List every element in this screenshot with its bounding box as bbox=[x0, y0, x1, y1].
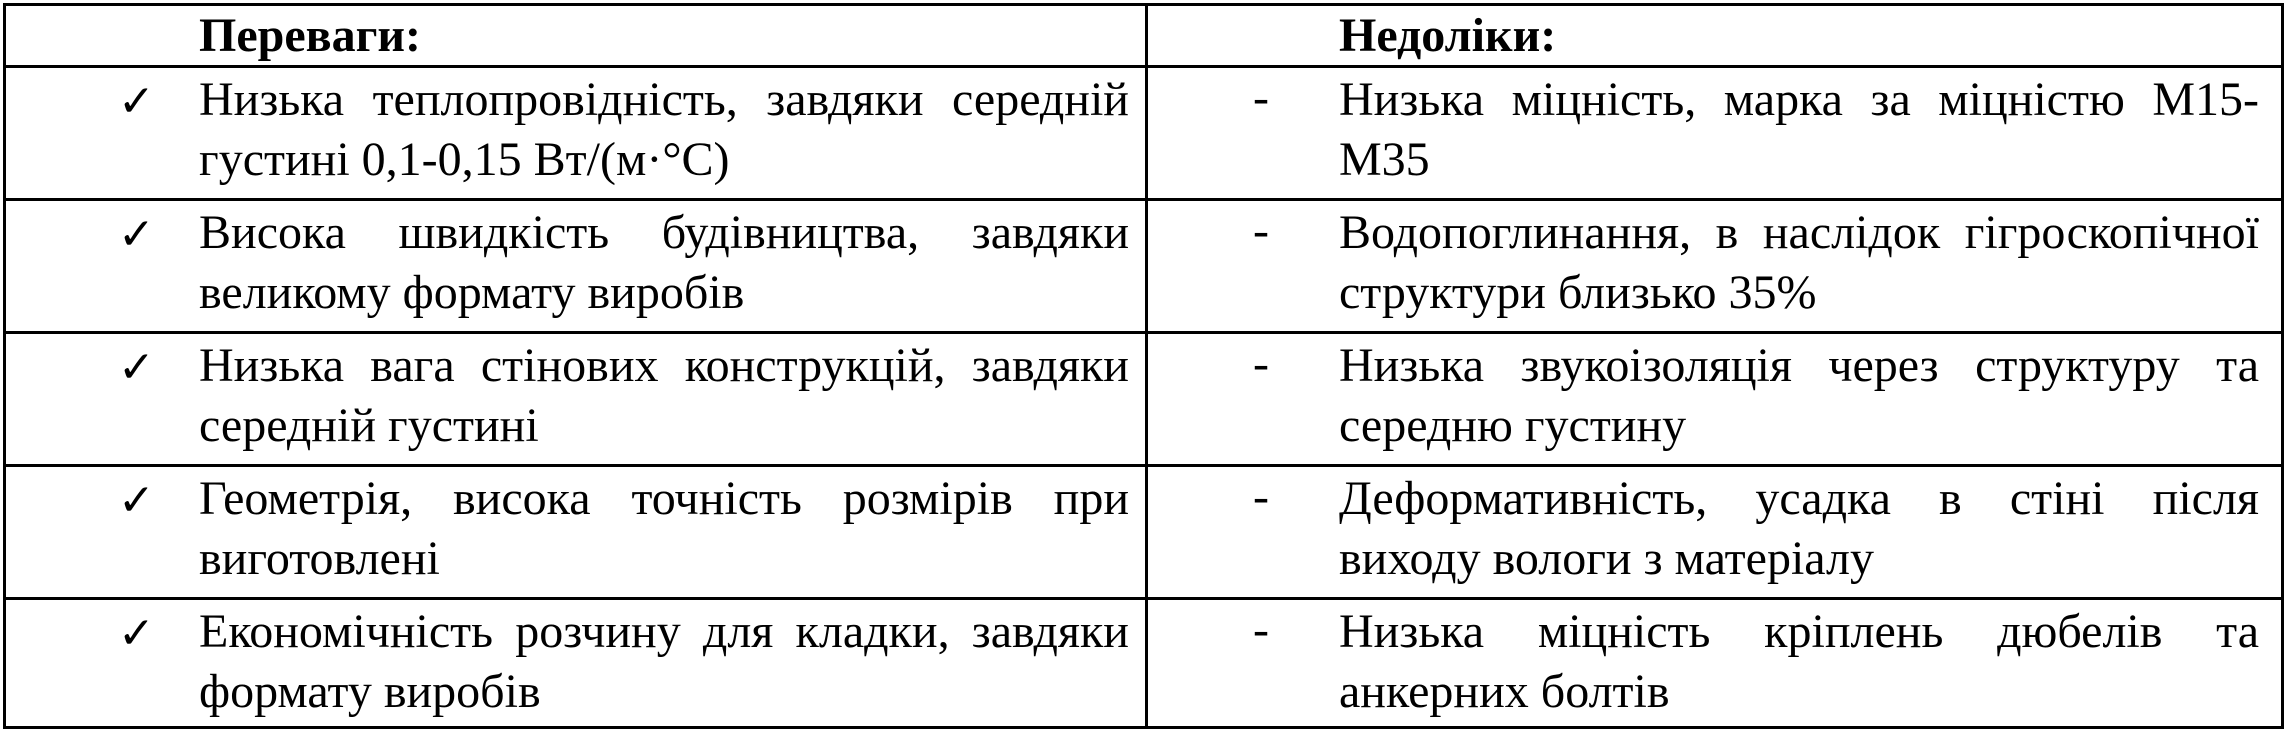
disadvantage-text: Низька міцність, марка за міцністю М15-М35 bbox=[1339, 73, 2259, 186]
advantage-text: Геометрія, висока точність розмірів при виготовлені bbox=[199, 472, 1129, 585]
dash-marker: - bbox=[1253, 603, 1269, 656]
advantage-cell bbox=[6, 600, 1148, 726]
checkmark-icon: ✓ bbox=[118, 475, 155, 526]
checkmark-icon: ✓ bbox=[118, 209, 155, 260]
disadvantage-text: Деформативність, усадка в стіні після виходу вологи з матеріалу bbox=[1339, 472, 2259, 585]
advantage-text: Низька вага стінових конструкцій, завдяки середній густині bbox=[199, 339, 1129, 452]
disadvantage-cell bbox=[1148, 201, 2281, 334]
header-disadvantages: Недоліки: bbox=[1339, 9, 1557, 62]
checkmark-icon: ✓ bbox=[118, 76, 155, 127]
dash-marker: - bbox=[1253, 337, 1269, 390]
advantage-text: Низька теплопровідність, завдяки середній густині 0,1-0,15 Вт/(м·°С) bbox=[199, 73, 1129, 186]
dash-marker: - bbox=[1253, 470, 1269, 523]
advantage-cell bbox=[6, 68, 1148, 201]
disadvantage-cell bbox=[1148, 68, 2281, 201]
checkmark-icon: ✓ bbox=[118, 342, 155, 393]
header-advantages-cell bbox=[6, 6, 1148, 68]
disadvantage-cell bbox=[1148, 334, 2281, 467]
disadvantage-cell bbox=[1148, 467, 2281, 600]
pros-cons-table bbox=[3, 3, 2284, 729]
dash-marker: - bbox=[1253, 204, 1269, 257]
dash-marker: - bbox=[1253, 71, 1269, 124]
header-advantages: Переваги: bbox=[199, 9, 421, 62]
advantage-text: Висока швидкість будівництва, завдяки великому формату виробів bbox=[199, 206, 1129, 319]
advantage-cell bbox=[6, 334, 1148, 467]
disadvantage-text: Низька звукоізоляція через структуру та середню густину bbox=[1339, 339, 2259, 452]
disadvantage-text: Водопоглинання, в наслідок гігроскопічної структури близько 35% bbox=[1339, 206, 2259, 319]
disadvantage-text: Низька міцність кріплень дюбелів та анкерних болтів bbox=[1339, 605, 2259, 718]
header-disadvantages-cell bbox=[1148, 6, 2281, 68]
disadvantage-cell bbox=[1148, 600, 2281, 726]
advantage-cell bbox=[6, 467, 1148, 600]
checkmark-icon: ✓ bbox=[118, 608, 155, 659]
advantage-cell bbox=[6, 201, 1148, 334]
advantage-text: Економічність розчину для кладки, завдяки формату виробів bbox=[199, 605, 1129, 718]
